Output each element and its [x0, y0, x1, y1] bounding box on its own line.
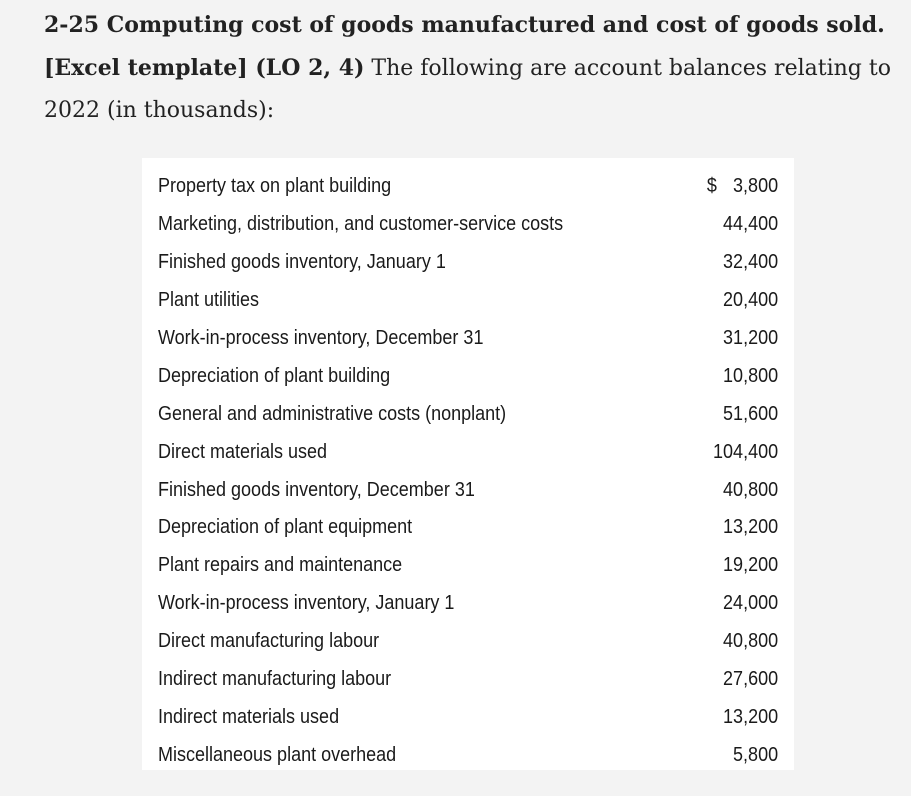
account-amount-cell: [688, 289, 778, 312]
account-row: [158, 395, 778, 433]
account-amount: 5,800: [733, 743, 779, 766]
account-name: Indirect materials used: [158, 705, 340, 728]
account-amount-cell: [688, 668, 778, 691]
account-name: Plant repairs and maintenance: [158, 554, 403, 577]
account-name: Direct manufacturing labour: [158, 630, 380, 653]
account-row: [158, 206, 778, 244]
account-amount-cell: [688, 706, 778, 729]
account-amount: 32,400: [723, 251, 779, 274]
account-amount-cell: [688, 516, 778, 539]
currency-symbol: $: [706, 175, 717, 198]
account-name: Direct materials used: [158, 440, 328, 463]
account-amount: 44,400: [723, 213, 779, 236]
account-amount-cell: [688, 744, 778, 767]
account-amount: 19,200: [723, 554, 779, 577]
account-name: Marketing, distribution, and customer-service costs: [158, 213, 564, 236]
account-name: Finished goods inventory, January 1: [158, 251, 446, 274]
account-amount: 20,400: [723, 289, 779, 312]
account-name: Indirect manufacturing labour: [158, 668, 392, 691]
account-amount-cell: [688, 327, 778, 350]
account-amount-cell: [688, 175, 778, 198]
account-amount: 40,800: [723, 478, 779, 501]
account-amount: 104,400: [713, 440, 779, 463]
account-amount-cell: [688, 365, 778, 388]
account-amount: 31,200: [723, 327, 779, 349]
account-row: [158, 244, 778, 282]
account-row: [158, 168, 778, 206]
account-name: Depreciation of plant building: [158, 364, 391, 387]
account-row: [158, 433, 778, 471]
account-amount-cell: [688, 403, 778, 426]
account-name: Depreciation of plant equipment: [158, 516, 413, 539]
account-list: [158, 168, 778, 774]
account-row: [158, 320, 778, 358]
account-row: [158, 547, 778, 585]
account-amount-cell: [688, 592, 778, 615]
account-amount: 51,600: [723, 402, 779, 425]
account-row: [158, 471, 778, 509]
account-amount-cell: [688, 213, 778, 236]
account-amount: 27,600: [723, 668, 779, 691]
account-amount-cell: [688, 554, 778, 577]
account-row: [158, 661, 778, 699]
account-amount: 13,200: [723, 705, 779, 728]
account-amount: 10,800: [723, 364, 779, 387]
problem-title: 2-25 Computing cost of goods manufactured and cost of goods sold. [Excel template] (LO 2, 4): [44, 12, 885, 81]
account-row: [158, 698, 778, 736]
account-amount: 13,200: [723, 516, 779, 539]
account-name: Finished goods inventory, December 31: [158, 478, 475, 501]
account-amount: 3,800: [733, 175, 779, 198]
account-name: Property tax on plant building: [158, 175, 392, 198]
account-name: Work-in-process inventory, January 1: [158, 592, 455, 615]
account-name: General and administrative costs (nonplant): [158, 402, 507, 425]
account-amount-cell: [688, 441, 778, 464]
problem-intro: The following are account balances relating to 2022 (in thousands):: [44, 56, 891, 123]
account-row: [158, 509, 778, 547]
account-row: [158, 736, 778, 774]
account-name: Miscellaneous plant overhead: [158, 743, 397, 766]
account-balances-table: [142, 158, 794, 770]
problem-statement: [44, 0, 894, 132]
account-row: [158, 623, 778, 661]
account-name: Work-in-process inventory, December 31: [158, 327, 484, 349]
account-row: [158, 282, 778, 320]
account-amount-cell: [688, 630, 778, 653]
account-row: [158, 357, 778, 395]
account-amount-cell: [688, 251, 778, 274]
account-row: [158, 585, 778, 623]
account-amount: 24,000: [723, 592, 779, 615]
account-name: Plant utilities: [158, 289, 260, 312]
account-amount: 40,800: [723, 630, 779, 653]
account-amount-cell: [688, 479, 778, 502]
